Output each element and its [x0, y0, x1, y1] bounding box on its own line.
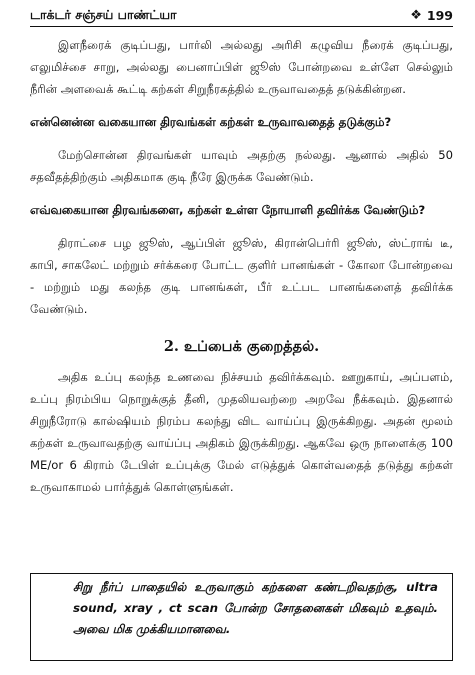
highlight-box [30, 573, 453, 661]
intro-paragraph: இளநீரைக் குடிப்பது, பார்லி அல்லது அரிசி கழுவிய நீரைக் குடிப்பது, எலுமிச்சை சாறு, அல்லது பைனாப்பிள் ஜூஸ் போன்றவை உள்ளே செல்லும் நீரின் அளவைக் கூட்டி கற்கள் சிறுநீரகத்தில் உருவாவதைத் தடுக்கின்றன. [30, 38, 453, 96]
answer-paragraph-1: மேற்சொன்ன திரவங்கள் யாவும் அதற்கு நல்லது. ஆனால் அதில் 50 சதவீதத்திற்கும் அதிகமாக குடி நீரே இருக்க வேண்டும். [30, 148, 453, 184]
section-heading: 2. உப்பைக் குறைத்தல். [163, 338, 320, 355]
page-body [30, 34, 453, 498]
page-number-group [410, 8, 453, 23]
page-number: 199 [426, 7, 453, 23]
salt-paragraph: அதிக உப்பு கலந்த உணவை நிச்சயம் தவிர்க்கவும். ஊறுகாய், அப்பளம், உப்பு நிரம்பிய நொறுக்குத் தீனி, முதலியவற்றை அறவே நீக்கவும். இதனால் சிறுநீரோடு கால்ஷியம் நிரம்ப கலந்து விட வாய்ப்பு இருக்கிறது. அதன் மூலம் கற்கள் உருவாவதற்கு வாய்ப்பு அதிகம் இருக்கிறது. ஆகவே ஒரு நாளைக்கு 100 ME/or 6 கிராம் டேபிள் உப்புக்கு மேல் எடுத்துக் கொள்வதைத் தடுத்து கற்கள் உருவாகாமல் பார்த்துக் கொள்ளுங்கள். [30, 370, 453, 494]
running-title: டாக்டர் சஞ்சய் பாண்ட்யா [30, 6, 177, 22]
question-heading-2: எவ்வகையான திரவங்களை, கற்கள் உள்ள நோயாளி தவிர்க்க வேண்டும்? [30, 203, 426, 217]
page-header [30, 4, 453, 27]
question-heading-1: என்னென்ன வகையான திரவங்கள் கற்கள் உருவாவதைத் தடுக்கும்? [30, 115, 392, 129]
highlight-text: சிறு நீர்ப் பாதையில் உருவாகும் கற்களை கண்டறிவதற்கு, ultra sound, xray , ct scan போன்ற சோதனைகள் மிகவும் உதவும். அவை மிக முக்கியமானவை. [73, 580, 438, 636]
ornament-icon: ❖ [410, 7, 422, 23]
answer-paragraph-2: திராட்சை பழ ஜூஸ், ஆப்பிள் ஜூஸ், கிரான்பெர்ரி ஜூஸ், ஸ்ட்ராங் டீ, காபி, சாகலேட் மற்றும் சர்க்கரை போட்ட குளிர் பானங்கள் - கோலா போன்றவை - மற்றும் மது கலந்த குடி பானங்கள், பீர் உட்பட பானங்களைத் தவிர்க்க வேண்டும். [30, 236, 453, 316]
